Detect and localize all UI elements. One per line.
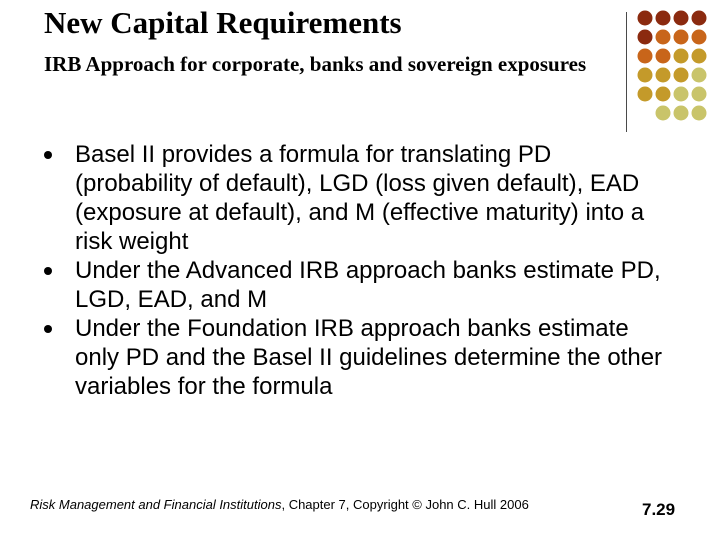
decorative-dot [674, 106, 689, 121]
decorative-dot [656, 68, 671, 83]
decorative-dot [638, 11, 653, 26]
decorative-dot [656, 11, 671, 26]
decorative-dot [638, 49, 653, 64]
decorative-dot [674, 68, 689, 83]
footer-book-title: Risk Management and Financial Institutions [30, 497, 282, 512]
bullet-dot-icon [44, 325, 52, 333]
decorative-dot [656, 87, 671, 102]
bullet-text: Under the Advanced IRB approach banks estimate PD, LGD, EAD, and M [75, 257, 661, 313]
decorative-dot [656, 106, 671, 121]
bullet-dot-icon [44, 267, 52, 275]
decorative-dot [692, 11, 707, 26]
decorative-dot [692, 30, 707, 45]
decorative-dot [656, 30, 671, 45]
decorative-dot [674, 30, 689, 45]
decorative-dot [674, 49, 689, 64]
slide-subtitle: IRB Approach for corporate, banks and sovereign exposures [44, 52, 587, 76]
footer-copyright: , Copyright © John C. Hull 2006 [345, 497, 529, 512]
bullet-list [44, 140, 674, 401]
decorative-dot [692, 87, 707, 102]
bullet-item [44, 140, 674, 256]
page-number: 7.29 [642, 500, 676, 519]
footer-citation [30, 497, 529, 512]
bullet-text: Basel II provides a formula for translating PD (probability of default), LGD (loss given default), EAD (exposure at default), and M (effective maturity) into a risk weight [75, 141, 645, 255]
decorative-dot [638, 68, 653, 83]
decorative-dot [674, 87, 689, 102]
decorative-dot [692, 49, 707, 64]
decorative-dot [692, 106, 707, 121]
slide-title: New Capital Requirements [44, 5, 402, 40]
bullet-item [44, 256, 674, 314]
decorative-dot [674, 11, 689, 26]
decorative-dot [692, 68, 707, 83]
bullet-item [44, 314, 674, 401]
footer-chapter: , Chapter 7 [281, 497, 346, 512]
bullet-text: Under the Foundation IRB approach banks estimate only PD and the Basel II guidelines determine the other variables for the formula [75, 315, 663, 400]
bullet-dot-icon [44, 151, 52, 159]
decorative-dot [638, 87, 653, 102]
decorative-dot [638, 30, 653, 45]
decorative-dot [656, 49, 671, 64]
vertical-divider [626, 12, 627, 132]
